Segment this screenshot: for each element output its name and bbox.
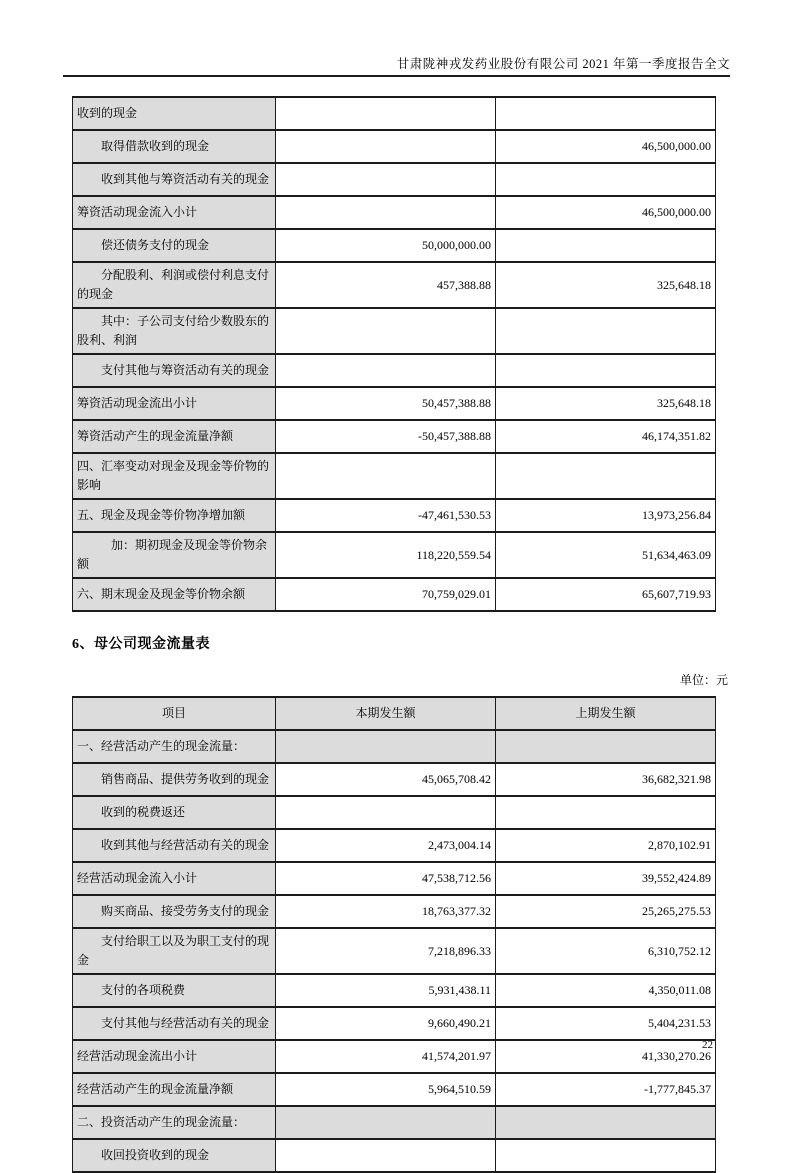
current-period-value-cell: 5,931,438.11 xyxy=(276,974,496,1007)
prior-period-value-cell xyxy=(496,97,716,130)
table-row xyxy=(73,928,716,974)
row-label-cell: 收回投资收到的现金 xyxy=(73,1139,276,1172)
current-period-value-cell: 47,538,712.56 xyxy=(276,862,496,895)
current-period-value-cell xyxy=(276,196,496,229)
current-period-value-cell: 18,763,377.32 xyxy=(276,895,496,928)
row-label-cell: 购买商品、接受劳务支付的现金 xyxy=(73,895,276,928)
row-label-cell: 支付的各项税费 xyxy=(73,974,276,1007)
current-period-value-cell: 9,660,490.21 xyxy=(276,1007,496,1040)
table-body xyxy=(73,97,716,611)
row-label-cell: 二、投资活动产生的现金流量： xyxy=(73,1106,276,1139)
row-label-cell: 支付给职工以及为职工支付的现金 xyxy=(73,928,276,974)
row-label-cell: 收到其他与经营活动有关的现金 xyxy=(73,829,276,862)
column-header-item: 项目 xyxy=(73,697,276,730)
table-row xyxy=(73,97,716,130)
current-period-value-cell xyxy=(276,354,496,387)
current-period-value-cell xyxy=(276,308,496,354)
row-label-cell: 其中：子公司支付给少数股东的股利、利润 xyxy=(73,308,276,354)
prior-period-value-cell xyxy=(496,354,716,387)
prior-period-value-cell: 36,682,321.98 xyxy=(496,763,716,796)
row-label-cell: 筹资活动产生的现金流量净额 xyxy=(73,420,276,453)
table-row xyxy=(73,499,716,532)
table-row xyxy=(73,895,716,928)
row-label-cell: 收到其他与筹资活动有关的现金 xyxy=(73,163,276,196)
row-label-cell: 加：期初现金及现金等价物余额 xyxy=(73,532,276,578)
prior-period-value-cell xyxy=(496,308,716,354)
table-row xyxy=(73,262,716,308)
page-number: 22 xyxy=(702,1039,713,1051)
table-row xyxy=(73,420,716,453)
current-period-value-cell xyxy=(276,796,496,829)
section-title: 6、母公司现金流量表 xyxy=(72,637,210,652)
prior-period-value-cell xyxy=(496,796,716,829)
prior-period-value-cell xyxy=(496,453,716,499)
current-period-value-cell xyxy=(276,730,496,763)
current-period-value-cell xyxy=(276,1139,496,1172)
table-row xyxy=(73,829,716,862)
prior-period-value-cell xyxy=(496,229,716,262)
current-period-value-cell: 457,388.88 xyxy=(276,262,496,308)
prior-period-value-cell: 2,870,102.91 xyxy=(496,829,716,862)
table-row xyxy=(73,163,716,196)
row-label-cell: 销售商品、提供劳务收到的现金 xyxy=(73,763,276,796)
table-row xyxy=(73,974,716,1007)
current-period-value-cell xyxy=(276,163,496,196)
parent-company-cash-flow-table xyxy=(72,696,716,1173)
document-header: 甘肃陇神戎发药业股份有限公司 2021 年第一季度报告全文 xyxy=(63,56,730,77)
consolidated-cash-flow-table-continued xyxy=(72,96,716,612)
table-row xyxy=(73,862,716,895)
current-period-value-cell: 45,065,708.42 xyxy=(276,763,496,796)
unit-label: 单位：元 xyxy=(679,673,728,687)
table-row xyxy=(73,308,716,354)
prior-period-value-cell: 325,648.18 xyxy=(496,262,716,308)
table-row xyxy=(73,763,716,796)
table-row xyxy=(73,1139,716,1172)
row-label-cell: 筹资活动现金流出小计 xyxy=(73,387,276,420)
prior-period-value-cell xyxy=(496,1106,716,1139)
row-label-cell: 收到的税费返还 xyxy=(73,796,276,829)
row-label-cell: 支付其他与筹资活动有关的现金 xyxy=(73,354,276,387)
row-label-cell: 经营活动产生的现金流量净额 xyxy=(73,1073,276,1106)
table-row xyxy=(73,730,716,763)
table-row xyxy=(73,354,716,387)
prior-period-value-cell: 51,634,463.09 xyxy=(496,532,716,578)
table-header xyxy=(73,697,716,730)
prior-period-value-cell xyxy=(496,163,716,196)
page-content xyxy=(72,96,728,1173)
prior-period-value-cell: 46,500,000.00 xyxy=(496,130,716,163)
prior-period-value-cell: 46,500,000.00 xyxy=(496,196,716,229)
table-row xyxy=(73,196,716,229)
table-row xyxy=(73,1106,716,1139)
table-row xyxy=(73,229,716,262)
row-label-cell: 经营活动现金流入小计 xyxy=(73,862,276,895)
current-period-value-cell: 70,759,029.01 xyxy=(276,578,496,611)
table-row xyxy=(73,1073,716,1106)
column-header-prior-period: 上期发生额 xyxy=(496,697,716,730)
table-body xyxy=(73,730,716,1172)
current-period-value-cell: 118,220,559.54 xyxy=(276,532,496,578)
prior-period-value-cell: -1,777,845.37 xyxy=(496,1073,716,1106)
table-row xyxy=(73,387,716,420)
prior-period-value-cell: 41,330,270.26 xyxy=(496,1040,716,1073)
column-header-current-period: 本期发生额 xyxy=(276,697,496,730)
row-label-cell: 偿还债务支付的现金 xyxy=(73,229,276,262)
row-label-cell: 支付其他与经营活动有关的现金 xyxy=(73,1007,276,1040)
table-row xyxy=(73,532,716,578)
prior-period-value-cell: 325,648.18 xyxy=(496,387,716,420)
prior-period-value-cell: 13,973,256.84 xyxy=(496,499,716,532)
prior-period-value-cell: 46,174,351.82 xyxy=(496,420,716,453)
prior-period-value-cell: 5,404,231.53 xyxy=(496,1007,716,1040)
current-period-value-cell: -47,461,530.53 xyxy=(276,499,496,532)
current-period-value-cell: 50,457,388.88 xyxy=(276,387,496,420)
row-label-cell: 经营活动现金流出小计 xyxy=(73,1040,276,1073)
row-label-cell: 筹资活动现金流入小计 xyxy=(73,196,276,229)
current-period-value-cell: -50,457,388.88 xyxy=(276,420,496,453)
row-label-cell: 分配股利、利润或偿付利息支付的现金 xyxy=(73,262,276,308)
current-period-value-cell: 7,218,896.33 xyxy=(276,928,496,974)
current-period-value-cell xyxy=(276,97,496,130)
prior-period-value-cell: 6,310,752.12 xyxy=(496,928,716,974)
prior-period-value-cell xyxy=(496,730,716,763)
table-row xyxy=(73,1007,716,1040)
row-label-cell: 六、期末现金及现金等价物余额 xyxy=(73,578,276,611)
current-period-value-cell xyxy=(276,453,496,499)
row-label-cell: 一、经营活动产生的现金流量： xyxy=(73,730,276,763)
row-label-cell: 取得借款收到的现金 xyxy=(73,130,276,163)
current-period-value-cell xyxy=(276,1106,496,1139)
row-label-cell: 四、汇率变动对现金及现金等价物的影响 xyxy=(73,453,276,499)
table-row xyxy=(73,796,716,829)
table-row xyxy=(73,130,716,163)
prior-period-value-cell xyxy=(496,1139,716,1172)
table-row xyxy=(73,578,716,611)
current-period-value-cell: 41,574,201.97 xyxy=(276,1040,496,1073)
row-label-cell: 收到的现金 xyxy=(73,97,276,130)
table-row xyxy=(73,453,716,499)
prior-period-value-cell: 25,265,275.53 xyxy=(496,895,716,928)
prior-period-value-cell: 4,350,011.08 xyxy=(496,974,716,1007)
table-row xyxy=(73,1040,716,1073)
current-period-value-cell xyxy=(276,130,496,163)
prior-period-value-cell: 65,607,719.93 xyxy=(496,578,716,611)
current-period-value-cell: 50,000,000.00 xyxy=(276,229,496,262)
current-period-value-cell: 5,964,510.59 xyxy=(276,1073,496,1106)
row-label-cell: 五、现金及现金等价物净增加额 xyxy=(73,499,276,532)
prior-period-value-cell: 39,552,424.89 xyxy=(496,862,716,895)
table-header-row xyxy=(73,697,716,730)
current-period-value-cell: 2,473,004.14 xyxy=(276,829,496,862)
